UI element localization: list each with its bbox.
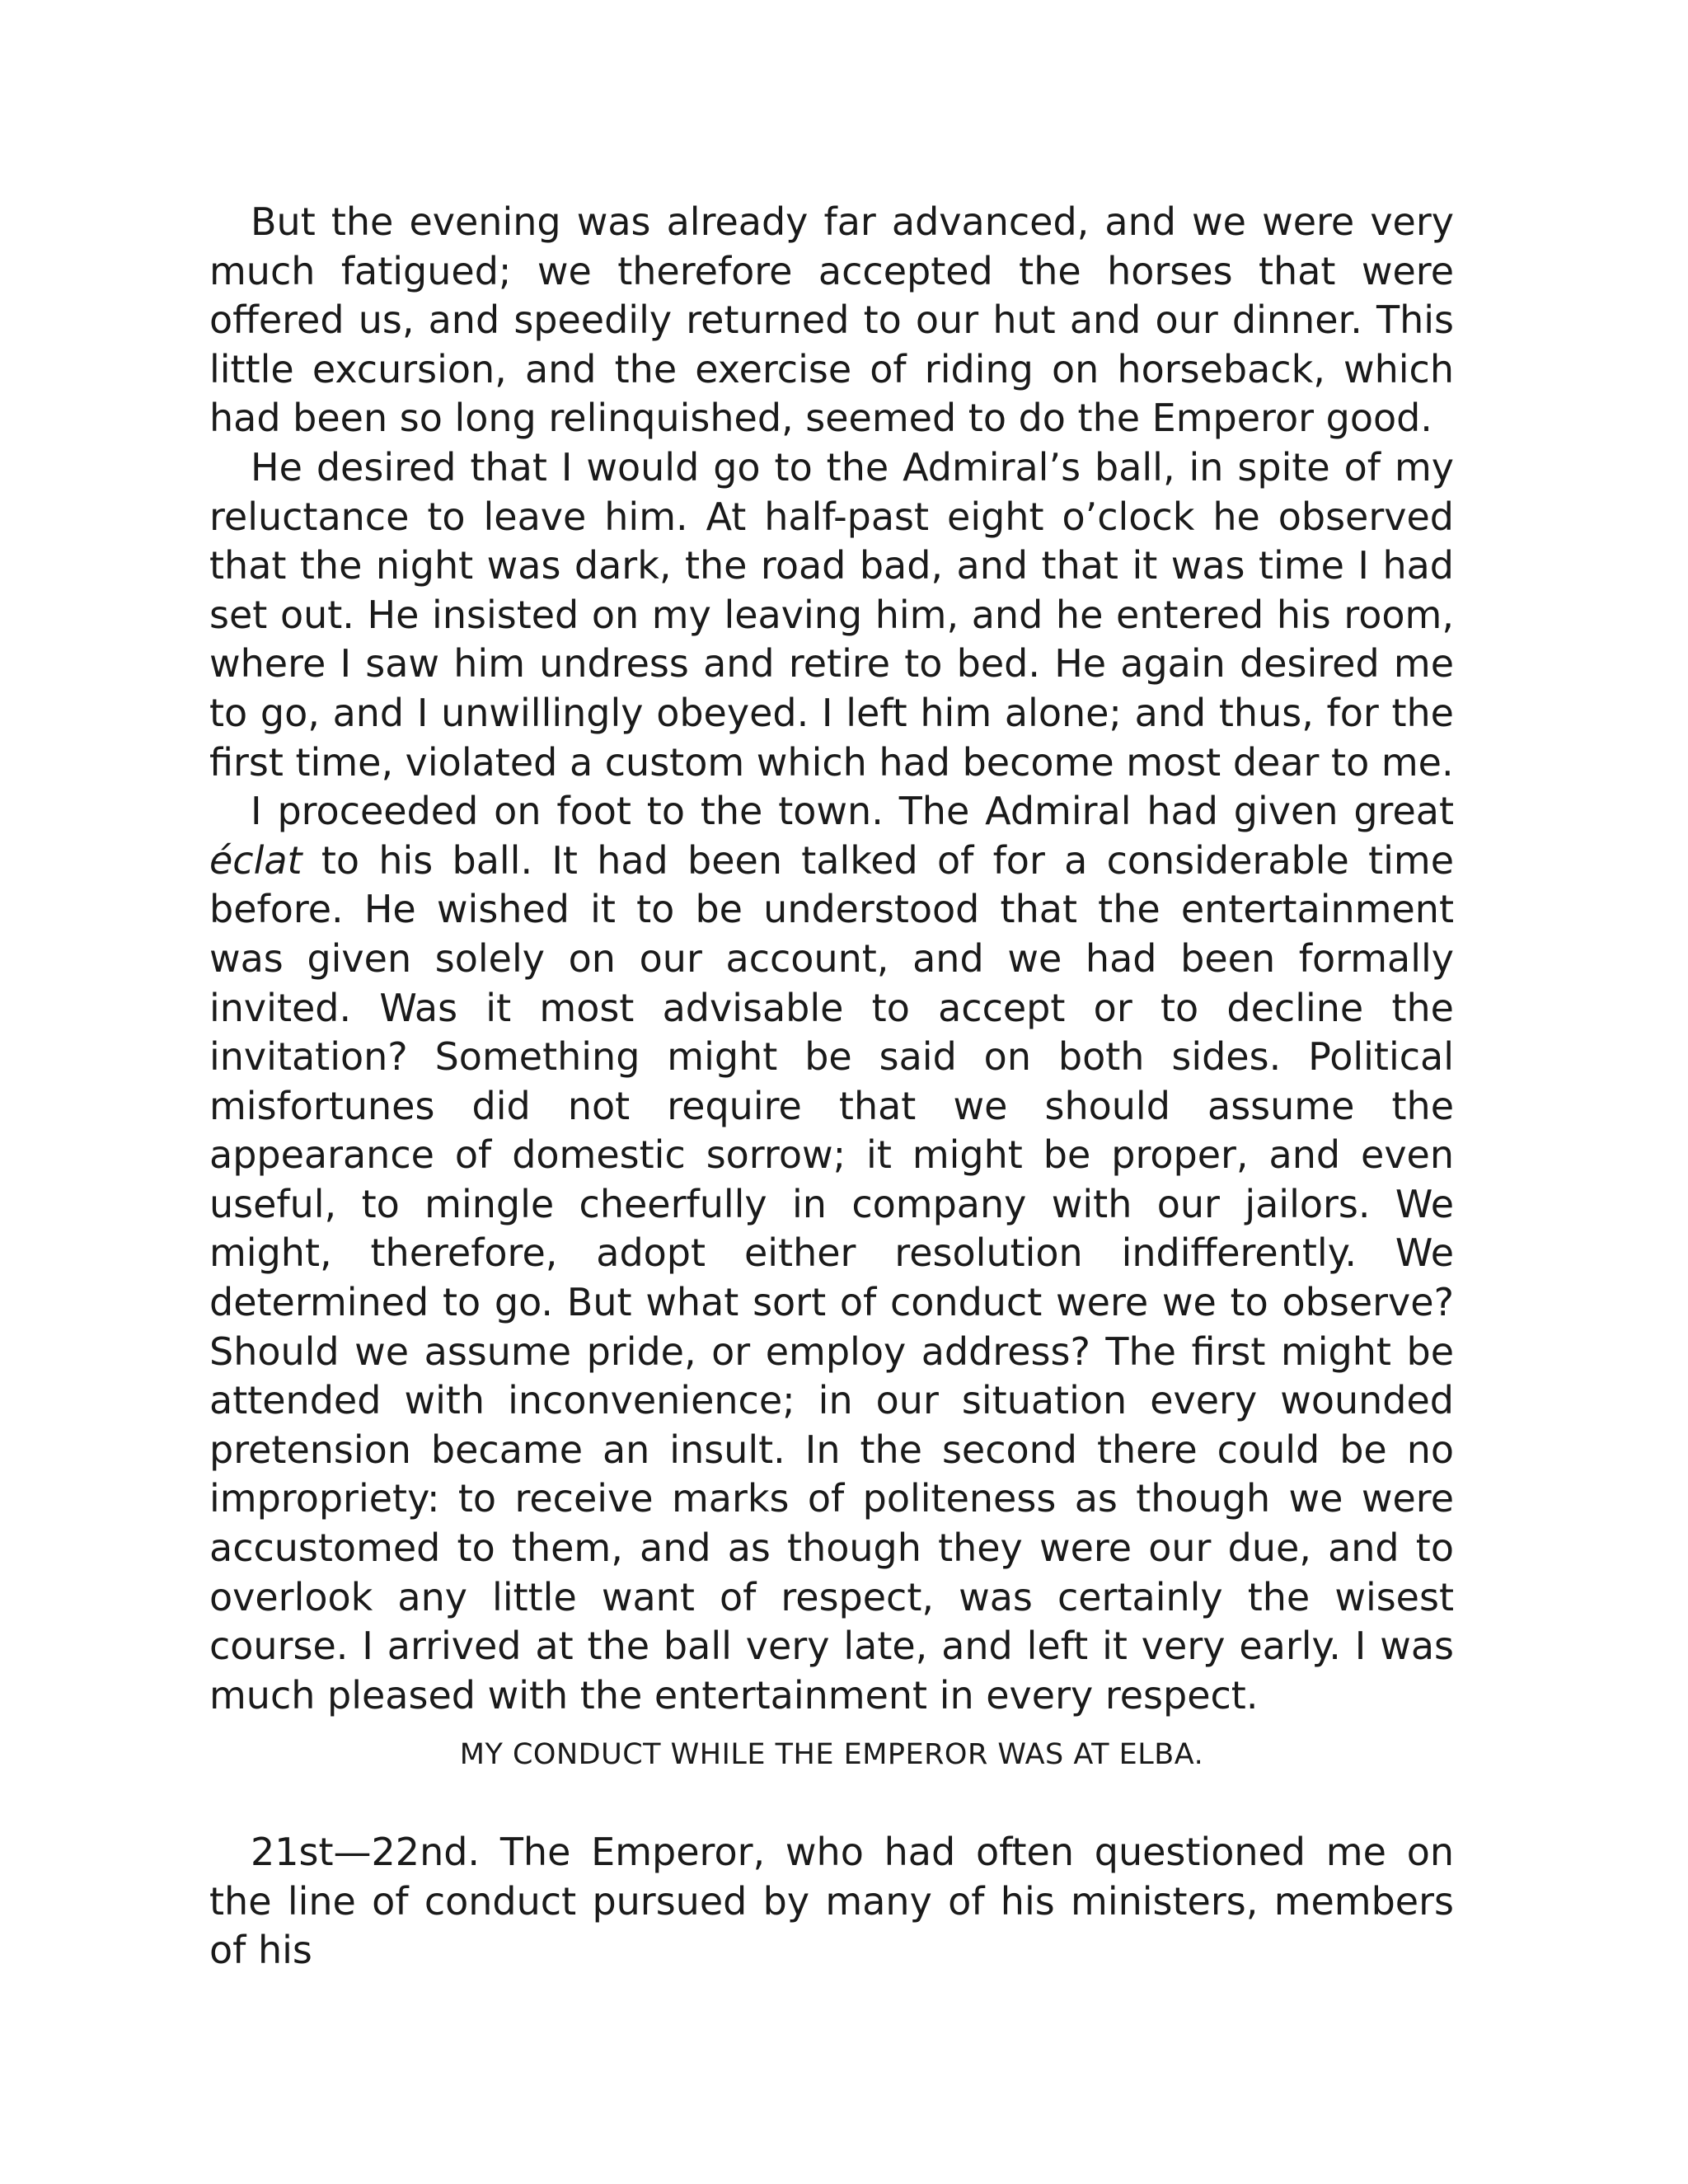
body-text xyxy=(209,198,1454,1720)
paragraph-ball-conduct xyxy=(209,787,1454,1720)
paragraph-admirals-ball: He desired that I would go to the Admiral’s ball, in spite of my reluctance to leave him. At half-past eight o’clock he observed that the night was dark, the road bad, and that it was time I had set out. He insisted on my leaving him, and he entered his room, where I saw him undress and retire to bed. He again desired me to go, and I unwillingly obeyed. I left him alone; and thus, for the first time, violated a custom which had become most dear to me. xyxy=(209,444,1454,785)
continuation-text xyxy=(209,1828,1454,1975)
italic-word-eclat: éclat xyxy=(209,837,302,883)
section-heading: MY CONDUCT WHILE THE EMPEROR WAS AT ELBA. xyxy=(459,1738,1204,1771)
paragraph-ball-conduct-start: I proceeded on foot to the town. The Admiral had given great xyxy=(251,789,1454,834)
paragraph-ride-home: But the evening was already far advanced, and we were very much fatigued; we therefore accepted the horses that were offered us, and speedily returned to our hut and our dinner. This little excursion, and the exercise of riding on horseback, which had been so long relinquished, seemed to do the Emperor good. xyxy=(209,199,1454,441)
paragraph-ball-conduct-rest: to his ball. It had been talked of for a considerable time before. He wished it to be understood that the entertainment was given solely on our account, and we had been formally invited. Was it most advisable to accept or to decline the invitation? Something might be said on both sides. Political misfortunes did not require that we should assume the appearance of domestic sorrow; it might be proper, and even useful, to mingle cheerfully in company with our jailors. We might, therefore, adopt either resolution indifferently. We determined to go. But what sort of conduct were we to observe? Should we assume pride, or employ address? The first might be attended with inconvenience; in our situation every wounded pretension became an insult. In the second there could be no impropriety: to receive marks of politeness as though we were accustomed to them, and as though they were our due, and to overlook any little want of respect, was certainly the wisest course. I arrived at the ball very late, and left it very early. I was much pleased with the entertainment in every respect. xyxy=(209,837,1454,1718)
paragraph-21st-22nd: 21st—22nd. The Emperor, who had often questioned me on the line of conduct pursued by many of his ministers, members of his xyxy=(209,1830,1454,1973)
